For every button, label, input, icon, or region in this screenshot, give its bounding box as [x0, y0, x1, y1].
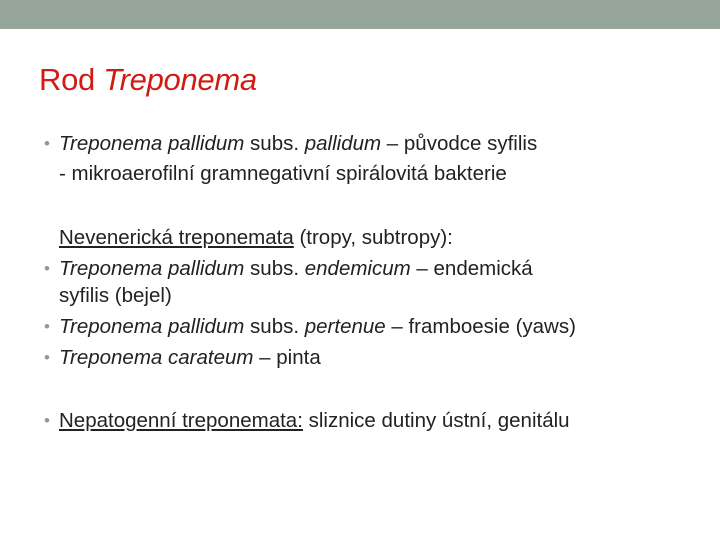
description-text: – původce syfilis — [381, 132, 538, 155]
species-name: Treponema pallidum — [59, 257, 245, 280]
bullet-text — [59, 408, 570, 434]
description-text: – pinta — [253, 346, 321, 369]
heading-underlined: Nepatogenní treponemata: — [59, 409, 303, 432]
bullet-marker: • — [44, 134, 50, 153]
subspecies-name: pallidum — [304, 132, 382, 155]
species-name: Treponema carateum — [59, 346, 254, 369]
continuation-text: - mikroaerofilní gramnegativní spirálovitá bakterie — [59, 162, 507, 185]
description-text: sliznice dutiny ústní, genitálu — [302, 409, 570, 432]
description-text: – endemická — [410, 257, 533, 280]
subs-label: subs. — [244, 257, 305, 280]
top-bar — [0, 0, 720, 29]
species-name: Treponema pallidum — [59, 132, 245, 155]
bullet-marker: • — [44, 411, 50, 430]
subspecies-name: endemicum — [304, 257, 411, 280]
bullet-marker: • — [44, 317, 50, 336]
continuation-text: syfilis (bejel) — [59, 284, 172, 307]
bullet-marker: • — [44, 259, 50, 278]
bullet-marker: • — [44, 348, 50, 367]
title-genus: Treponema — [103, 62, 257, 97]
heading-text — [59, 225, 453, 251]
description-text: – framboesie (yaws) — [385, 315, 576, 338]
bullet-text — [59, 256, 533, 282]
species-name: Treponema pallidum — [59, 315, 245, 338]
heading-underlined: Nevenerická treponemata — [59, 226, 294, 249]
bullet-text — [59, 131, 537, 157]
subspecies-name: pertenue — [304, 315, 386, 338]
bullet-text — [59, 345, 321, 371]
heading-rest: (tropy, subtropy): — [293, 226, 453, 249]
slide-title — [39, 62, 257, 98]
subs-label: subs. — [244, 132, 305, 155]
subs-label: subs. — [244, 315, 305, 338]
bullet-text — [59, 314, 576, 340]
title-prefix: Rod — [39, 62, 104, 97]
